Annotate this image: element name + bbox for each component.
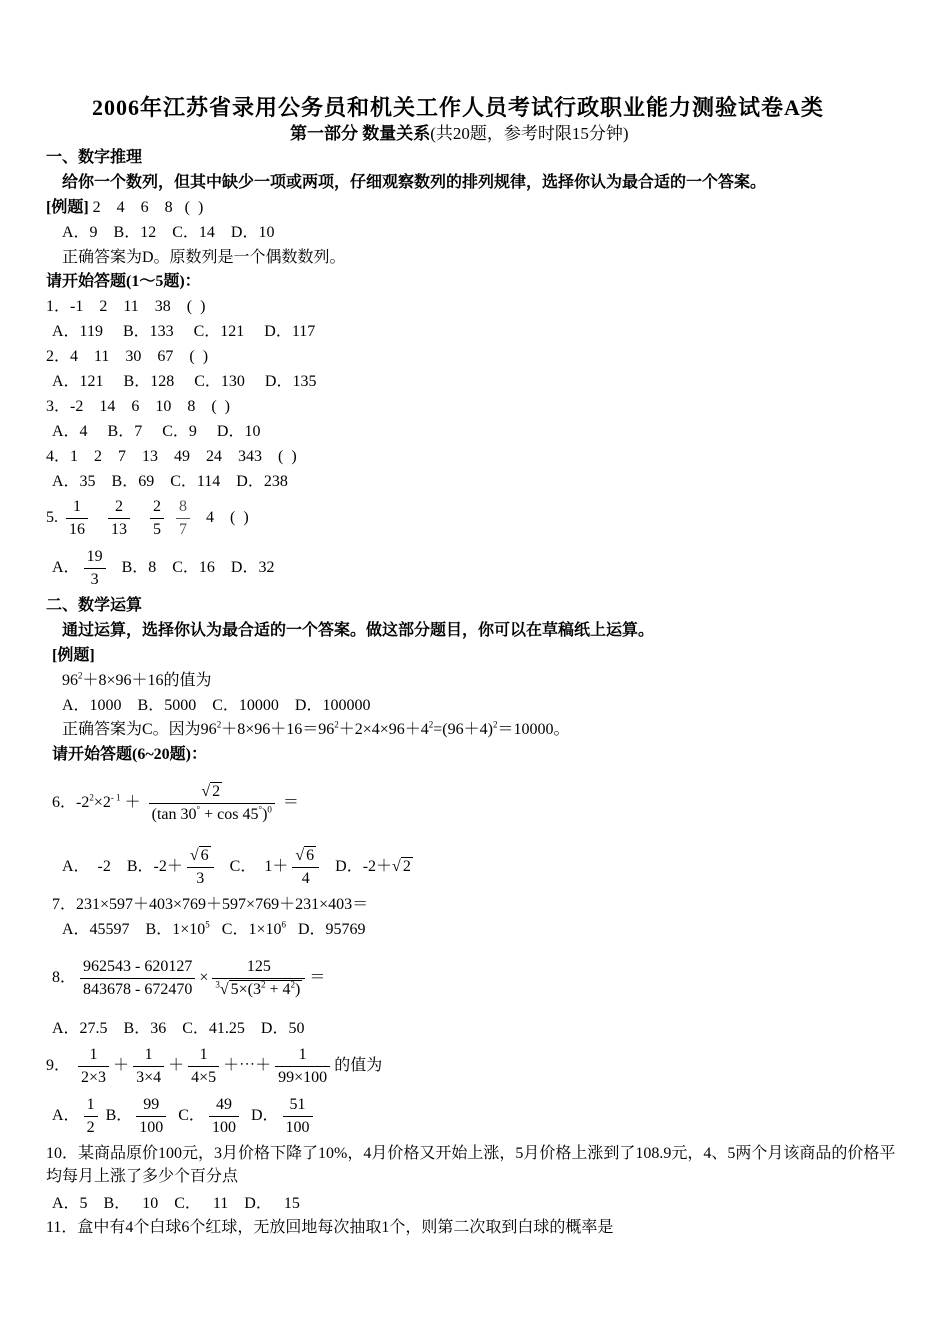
- question-4-options: A．35 B．69 C．114 D．238: [52, 473, 288, 490]
- question-10: 10．某商品原价100元，3月价格下降了10%，4月价格又开始上涨，5月价格上涨到了108.9元，4、5两个月该商品的价格平均每月上涨了多少个百分点: [46, 1145, 896, 1185]
- section2-example-label: [例题]: [52, 647, 95, 664]
- q9-option-a: $\frac{1}{2}$: [84, 1094, 98, 1139]
- section1-instruction: 给你一个数列，但其中缺少一项或两项，仔细观察数列的排列规律，选择你认为最合适的一个答案。: [62, 174, 767, 191]
- part-subtitle-bold: 第一部分 数量关系: [290, 124, 431, 143]
- q9-option-b: $\frac{99}{100}$: [136, 1094, 166, 1139]
- section1-start: 请开始答题(1～5题)：: [46, 273, 201, 290]
- q9-fraction-last: $\frac{1}{99\times 100}$: [275, 1044, 330, 1089]
- question-3: 3．-2 14 6 10 8 ( ): [46, 398, 230, 415]
- q5-fraction-2: $\frac{2}{13}$: [108, 496, 130, 541]
- section2-example-options: A．1000 B．5000 C．10000 D．100000: [62, 697, 371, 714]
- section2-example-answer: 正确答案为C。因为$96^2+8\times 96+16=96^2+2\times 4\times 96+4^2=(96+4)^2=10000$。: [62, 719, 570, 738]
- question-2: 2．4 11 30 67 ( ): [46, 348, 209, 365]
- question-11: 11．盒中有4个白球6个红球，无放回地每次抽取1个，则第二次取到白球的概率是: [46, 1219, 614, 1236]
- section2-example-question: $96^2+8\times 96+16$的值为: [62, 670, 212, 689]
- q8-fraction-1: $\frac{962543 - 620127}{843678 - 672470}$: [80, 956, 195, 1001]
- part-subtitle-note: (共20题，参考时限15分钟): [430, 124, 629, 143]
- example-options: A．9 B．12 C．14 D．10: [62, 224, 275, 241]
- part-subtitle: [290, 124, 629, 144]
- sqrt-symbol: √ 2: [201, 782, 221, 800]
- section2-start: 请开始答题(6~20题)：: [52, 746, 207, 763]
- question-8: 8． $\frac{962543 - 620127}{843678 - 672470}$ × $\frac{125}{^3√ 5\times(3^2 + 4^2)}$ ＝: [52, 954, 325, 1002]
- section1-example: [46, 198, 203, 218]
- question-4: 4．1 2 7 13 49 24 343 ( ): [46, 448, 297, 465]
- question-6: 6．$-2^2\times 2^{- 1}$ ＋ $\frac{√ 2}{(\tan 30^\circ + \cos 45^\circ)^0}$ ＝: [52, 779, 299, 827]
- example-label: [例题]: [46, 199, 89, 216]
- question-6-options: A． -2 B．-2＋ $\frac{√ 6}{3}$ C． 1＋ $\frac{√ 6}{4}$ D．-2＋√ 2: [62, 843, 413, 891]
- q5-fraction-4: $\frac{8}{7}$: [176, 496, 190, 541]
- question-9-options: A． $\frac{1}{2}$ B． $\frac{99}{100}$ C． $\frac{49}{100}$ D． $\frac{51}{100}$: [52, 1092, 317, 1140]
- question-10-options: A．5 B． 10 C． 11 D． 15: [52, 1195, 300, 1212]
- section1-heading: 一、数字推理: [46, 149, 143, 166]
- section2-heading: 二、数学运算: [46, 597, 143, 614]
- example-question: 2 4 6 8 ( ): [92, 199, 204, 216]
- question-2-options: A．121 B．128 C．130 D．135: [52, 373, 317, 390]
- q5-fraction-1: $\frac{1}{16}$: [66, 496, 88, 541]
- example-answer: 正确答案为D。原数列是一个偶数数列。: [62, 249, 346, 266]
- page-title: 2006年江苏省录用公务员和机关工作人员考试行政职业能力测验试卷A类: [92, 95, 824, 120]
- q9-option-d: $\frac{51}{100}$: [283, 1094, 313, 1139]
- q5-option-a-label: A．: [52, 559, 80, 576]
- question-7-options: A．45597 B．$1\times 10^5$ C．$1\times 10^6$ D．95769: [62, 919, 366, 938]
- q6-fraction: $\frac{√ 2}{(\tan 30^\circ + \cos 45^\circ)^0}$: [149, 781, 275, 826]
- q5-option-a-fraction: $\frac{19}{3}$: [84, 546, 106, 591]
- question-9: 9． $\frac{1}{2\times 3}$ ＋ $\frac{1}{3\times 4}$ ＋ $\frac{1}{4\times 5}$ ＋⋯＋ $\frac{1}{99\times 100}$ 的值为: [46, 1042, 382, 1090]
- q9-fraction-1: $\frac{1}{2\times 3}$: [78, 1044, 109, 1089]
- question-3-options: A．4 B．7 C．9 D．10: [52, 423, 261, 440]
- q5-fraction-3: $\frac{2}{5}$: [150, 496, 164, 541]
- q6-option-c-fraction: $\frac{√ 6}{4}$: [292, 845, 319, 890]
- q5-options-rest: B．8 C．16 D．32: [121, 559, 275, 576]
- question-5-number: 5.: [46, 509, 58, 526]
- q6-option-d-sqrt: √ 2: [392, 858, 411, 875]
- q8-fraction-2: $\frac{125}{^3√ 5\times(3^2 + 4^2)}$: [212, 956, 305, 1001]
- question-1-options: A．119 B．133 C．121 D．117: [52, 323, 316, 340]
- q9-fraction-3: $\frac{1}{4\times 5}$: [188, 1044, 219, 1089]
- question-1: 1．-1 2 11 38 ( ): [46, 298, 206, 315]
- question-8-options: A．27.5 B．36 C．41.25 D．50: [52, 1020, 305, 1037]
- q5-tail: 4 ( ): [206, 509, 249, 526]
- q9-fraction-2: $\frac{1}{3\times 4}$: [133, 1044, 164, 1089]
- question-5: [46, 494, 249, 542]
- question-5-options: [52, 544, 274, 592]
- q9-option-c: $\frac{49}{100}$: [209, 1094, 239, 1139]
- question-7: 7．231×597＋403×769＋597×769＋231×403＝: [52, 896, 369, 913]
- section2-instruction: 通过运算，选择你认为最合适的一个答案。做这部分题目，你可以在草稿纸上运算。: [62, 622, 655, 639]
- q6-option-b-fraction: $\frac{√ 6}{3}$: [187, 845, 214, 890]
